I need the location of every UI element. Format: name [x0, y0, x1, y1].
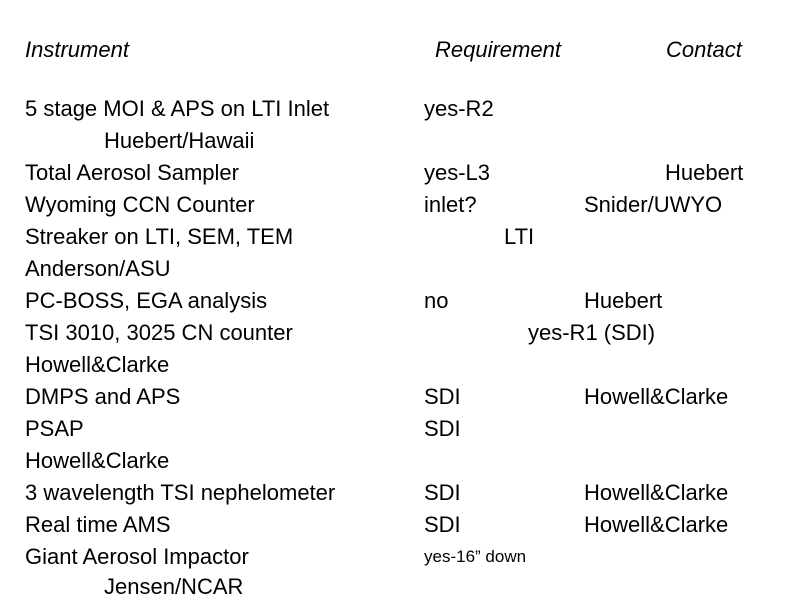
- requirement-value: SDI: [424, 416, 461, 441]
- requirement-value: yes-L3: [424, 160, 491, 185]
- requirement-value: SDI: [424, 384, 461, 409]
- contact-value: Howell&Clarke: [584, 384, 729, 409]
- requirement-value: SDI: [424, 512, 461, 537]
- instrument-name: TSI 3010, 3025 CN counter: [25, 320, 293, 345]
- instrument-contact-wrap: Howell&Clarke: [25, 352, 170, 377]
- contact-value: Howell&Clarke: [584, 512, 729, 537]
- instrument-name: PC-BOSS, EGA analysis: [25, 288, 268, 313]
- instrument-contact-wrap: Jensen/NCAR: [104, 574, 244, 599]
- instrument-name: 3 wavelength TSI nephelometer: [25, 480, 336, 505]
- instrument-contact-wrap: Anderson/ASU: [25, 256, 171, 281]
- requirement-value: yes-16” down: [424, 547, 527, 566]
- instrument-contact-wrap: Huebert/Hawaii: [104, 128, 255, 153]
- requirement-value: yes-R2: [424, 96, 494, 121]
- requirement-value: no: [424, 288, 449, 313]
- contact-value: Snider/UWYO: [584, 192, 723, 217]
- instrument-contact-wrap: Howell&Clarke: [25, 448, 170, 473]
- contact-value: Huebert: [665, 160, 744, 185]
- requirement-value: LTI: [504, 224, 535, 249]
- requirement-value: yes-R1 (SDI): [528, 320, 656, 345]
- requirement-value: inlet?: [424, 192, 477, 217]
- requirement-value: SDI: [424, 480, 461, 505]
- instrument-name: Real time AMS: [25, 512, 171, 537]
- instrument-name: 5 stage MOI & APS on LTI Inlet: [25, 96, 330, 121]
- instrument-name: PSAP: [25, 416, 84, 441]
- instrument-name: Total Aerosol Sampler: [25, 160, 239, 185]
- instrument-name: Giant Aerosol Impactor: [25, 544, 249, 569]
- header-contact: Contact: [666, 37, 742, 62]
- instrument-name: Streaker on LTI, SEM, TEM: [25, 224, 294, 249]
- instrument-name: Wyoming CCN Counter: [25, 192, 255, 217]
- header-requirement: Requirement: [435, 37, 561, 62]
- header-instrument: Instrument: [25, 37, 129, 62]
- instrument-name: DMPS and APS: [25, 384, 181, 409]
- contact-value: Huebert: [584, 288, 663, 313]
- contact-value: Howell&Clarke: [584, 480, 729, 505]
